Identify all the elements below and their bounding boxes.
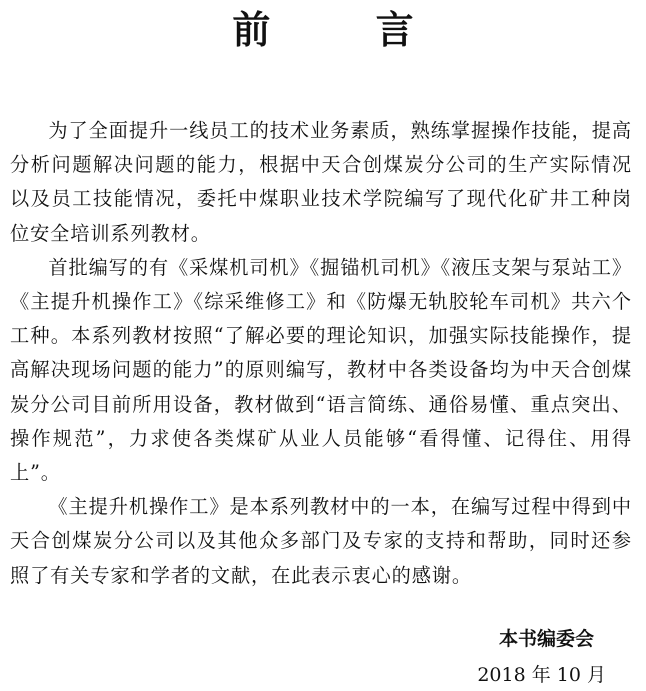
editorial-committee: 本书编委会 — [498, 628, 594, 650]
page-title: 前 言 — [232, 8, 460, 52]
publication-date: 2018 年 10 月 — [477, 664, 606, 686]
signature-block — [477, 624, 606, 690]
paragraph-3: 《主提升机操作工》是本系列教材中的一本，在编写过程中得到中天合创煤炭分公司以及其他众多部门及专家的支持和帮助，同时还参照了有关专家和学者的文献，在此表示衷心的感谢。 — [10, 495, 632, 587]
paragraph-2: 首批编写的有《采煤机司机》《掘锚机司机》《液压支架与泵站工》《主提升机操作工》《综采维修工》和《防爆无轨胶轮车司机》共六个工种。本系列教材按照“了解必要的理论知识，加强实际技能操作，提高解决现场问题的能力”的原则编写，教材中各类设备均为中天合创煤炭分公司目前所用设备，教材做到“语言简练、通俗易懂、重点突出、操作规范”，力求使各类煤矿从业人员能够“看得懂、记得住、用得上”。 — [10, 255, 632, 485]
preface-body — [10, 114, 632, 593]
paragraph-1: 为了全面提升一线员工的技术业务素质，熟练掌握操作技能，提高分析问题解决问题的能力，根据中天合创煤炭分公司的生产实际情况以及员工技能情况，委托中煤职业技术学院编写了现代化矿井工种岗位安全培训系列教材。 — [10, 119, 632, 245]
